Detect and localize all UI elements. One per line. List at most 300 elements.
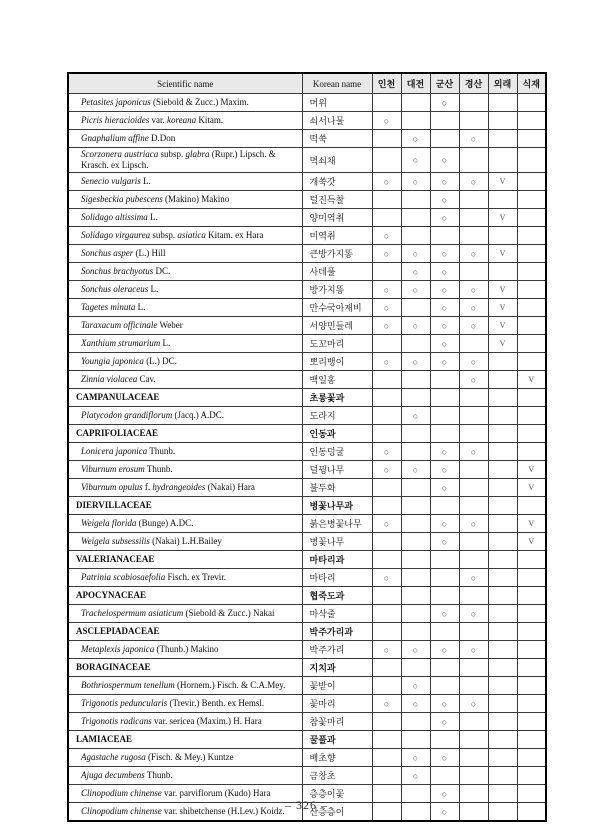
family-row bbox=[68, 587, 546, 605]
empty-cell bbox=[430, 731, 459, 749]
presence-mark: ○ bbox=[401, 353, 430, 371]
scientific-name-cell: Sonchus oleraceus L. bbox=[68, 281, 302, 299]
presence-mark: ○ bbox=[430, 263, 459, 281]
empty-cell bbox=[401, 209, 430, 227]
empty-cell bbox=[372, 605, 401, 623]
table-row bbox=[68, 317, 546, 335]
empty-cell bbox=[517, 245, 546, 263]
korean-name-cell: 인동덩굴 bbox=[302, 443, 372, 461]
empty-cell bbox=[517, 148, 546, 173]
empty-cell bbox=[517, 749, 546, 767]
presence-mark: ○ bbox=[430, 461, 459, 479]
korean-name-cell: 도라지 bbox=[302, 407, 372, 425]
empty-cell bbox=[517, 335, 546, 353]
table-row bbox=[68, 353, 546, 371]
presence-mark: ○ bbox=[401, 130, 430, 148]
empty-cell bbox=[401, 605, 430, 623]
empty-cell bbox=[517, 353, 546, 371]
empty-cell bbox=[488, 443, 517, 461]
empty-cell bbox=[372, 767, 401, 785]
korean-name-cell: 쇠서나물 bbox=[302, 112, 372, 130]
empty-cell bbox=[401, 112, 430, 130]
presence-mark: ○ bbox=[372, 695, 401, 713]
presence-mark: ○ bbox=[401, 695, 430, 713]
scientific-name-cell: Weigela subsessilis (Nakai) L.H.Bailey bbox=[68, 533, 302, 551]
empty-cell bbox=[488, 713, 517, 731]
korean-name-cell: 지치과 bbox=[302, 659, 372, 677]
table-row bbox=[68, 443, 546, 461]
empty-cell bbox=[517, 389, 546, 407]
table-row bbox=[68, 94, 546, 112]
empty-cell bbox=[401, 227, 430, 245]
empty-cell bbox=[372, 731, 401, 749]
empty-cell bbox=[459, 425, 488, 443]
species-distribution-table bbox=[67, 72, 547, 822]
presence-mark: ○ bbox=[459, 173, 488, 191]
scientific-name-cell: Platycodon grandiflorum (Jacq.) A.DC. bbox=[68, 407, 302, 425]
empty-cell bbox=[488, 551, 517, 569]
column-header-planted: 식재 bbox=[517, 73, 546, 94]
scientific-name-cell: Solidago altissima L. bbox=[68, 209, 302, 227]
empty-cell bbox=[459, 677, 488, 695]
empty-cell bbox=[459, 209, 488, 227]
table-row bbox=[68, 605, 546, 623]
korean-name-cell: 산층층이 bbox=[302, 803, 372, 822]
table-row bbox=[68, 245, 546, 263]
empty-cell bbox=[517, 497, 546, 515]
table-row bbox=[68, 209, 546, 227]
family-row bbox=[68, 731, 546, 749]
presence-mark: ○ bbox=[401, 749, 430, 767]
scientific-name-cell: Lonicera japonica Thunb. bbox=[68, 443, 302, 461]
empty-cell bbox=[430, 425, 459, 443]
scientific-name-cell: Weigela florida (Bunge) A.DC. bbox=[68, 515, 302, 533]
table-row bbox=[68, 263, 546, 281]
empty-cell bbox=[401, 569, 430, 587]
presence-mark: ○ bbox=[430, 245, 459, 263]
page-number: – 326 – bbox=[285, 798, 328, 812]
korean-name-cell: 서양민들레 bbox=[302, 317, 372, 335]
empty-cell bbox=[459, 479, 488, 497]
empty-cell bbox=[488, 695, 517, 713]
family-row bbox=[68, 659, 546, 677]
empty-cell bbox=[488, 371, 517, 389]
empty-cell bbox=[430, 551, 459, 569]
korean-name-cell: 협죽도과 bbox=[302, 587, 372, 605]
table-row bbox=[68, 695, 546, 713]
column-header-daejeon: 대전 bbox=[401, 73, 430, 94]
column-header-scientific-name: Scientific name bbox=[68, 73, 302, 94]
empty-cell bbox=[401, 94, 430, 112]
empty-cell bbox=[517, 281, 546, 299]
scientific-name-cell: Clinopodium chinense var. parviflorum (Kudo) Hara bbox=[68, 785, 302, 803]
presence-mark: ○ bbox=[401, 407, 430, 425]
check-mark: V bbox=[517, 515, 546, 533]
empty-cell bbox=[459, 551, 488, 569]
family-name-cell: APOCYNACEAE bbox=[68, 587, 302, 605]
presence-mark: ○ bbox=[459, 299, 488, 317]
scientific-name-cell: Ajuga decumbens Thunb. bbox=[68, 767, 302, 785]
check-mark: V bbox=[517, 371, 546, 389]
presence-mark: ○ bbox=[401, 245, 430, 263]
empty-cell bbox=[430, 371, 459, 389]
scientific-name-cell: Gnaphalium affine D.Don bbox=[68, 130, 302, 148]
presence-mark: ○ bbox=[401, 263, 430, 281]
presence-mark: ○ bbox=[430, 335, 459, 353]
empty-cell bbox=[488, 677, 517, 695]
presence-mark: ○ bbox=[459, 371, 488, 389]
korean-name-cell: 개쑥갓 bbox=[302, 173, 372, 191]
empty-cell bbox=[517, 443, 546, 461]
empty-cell bbox=[401, 713, 430, 731]
scientific-name-cell: Sonchus brachyotus DC. bbox=[68, 263, 302, 281]
empty-cell bbox=[488, 227, 517, 245]
presence-mark: ○ bbox=[459, 317, 488, 335]
table-row bbox=[68, 461, 546, 479]
korean-name-cell: 참꽃마리 bbox=[302, 713, 372, 731]
table-row bbox=[68, 281, 546, 299]
check-mark: V bbox=[488, 317, 517, 335]
korean-name-cell: 큰방가지똥 bbox=[302, 245, 372, 263]
presence-mark: ○ bbox=[372, 112, 401, 130]
empty-cell bbox=[372, 587, 401, 605]
family-name-cell: LAMIACEAE bbox=[68, 731, 302, 749]
scientific-name-cell: Trigonotis peduncularis (Trevir.) Benth. ex Hemsl. bbox=[68, 695, 302, 713]
empty-cell bbox=[488, 533, 517, 551]
empty-cell bbox=[372, 335, 401, 353]
scientific-name-cell: Bothriospermum tenellum (Hornem.) Fisch. & C.A.Mey. bbox=[68, 677, 302, 695]
scientific-name-cell: Viburnum opulus f. hydrangeoides (Nakai) Hara bbox=[68, 479, 302, 497]
korean-name-cell: 마삭줄 bbox=[302, 605, 372, 623]
empty-cell bbox=[459, 191, 488, 209]
korean-name-cell: 박주가리 bbox=[302, 641, 372, 659]
presence-mark: ○ bbox=[372, 461, 401, 479]
scientific-name-cell: Solidago virgaurea subsp. asiatica Kitam. ex Hara bbox=[68, 227, 302, 245]
korean-name-cell: 마타리 bbox=[302, 569, 372, 587]
scientific-name-cell: Clinopodium chinense var. shibetchense (H.Lev.) Koidz. bbox=[68, 803, 302, 822]
empty-cell bbox=[372, 533, 401, 551]
check-mark: V bbox=[488, 281, 517, 299]
column-header-gyeongsan: 경산 bbox=[459, 73, 488, 94]
table-row bbox=[68, 515, 546, 533]
empty-cell bbox=[488, 515, 517, 533]
empty-cell bbox=[372, 623, 401, 641]
presence-mark: ○ bbox=[372, 641, 401, 659]
empty-cell bbox=[488, 112, 517, 130]
presence-mark: ○ bbox=[372, 173, 401, 191]
presence-mark: ○ bbox=[430, 191, 459, 209]
table-row bbox=[68, 407, 546, 425]
empty-cell bbox=[430, 130, 459, 148]
korean-name-cell: 층층이꽃 bbox=[302, 785, 372, 803]
empty-cell bbox=[459, 533, 488, 551]
empty-cell bbox=[372, 148, 401, 173]
empty-cell bbox=[372, 389, 401, 407]
empty-cell bbox=[517, 659, 546, 677]
korean-name-cell: 덜꿩나무 bbox=[302, 461, 372, 479]
empty-cell bbox=[401, 623, 430, 641]
presence-mark: ○ bbox=[459, 130, 488, 148]
table-row bbox=[68, 533, 546, 551]
korean-name-cell: 금창초 bbox=[302, 767, 372, 785]
table-row bbox=[68, 371, 546, 389]
empty-cell bbox=[488, 130, 517, 148]
family-name-cell: DIERVILLACEAE bbox=[68, 497, 302, 515]
empty-cell bbox=[401, 335, 430, 353]
scientific-name-cell: Youngia japonica (L.) DC. bbox=[68, 353, 302, 371]
korean-name-cell: 양미역취 bbox=[302, 209, 372, 227]
empty-cell bbox=[372, 677, 401, 695]
empty-cell bbox=[517, 569, 546, 587]
presence-mark: ○ bbox=[430, 94, 459, 112]
empty-cell bbox=[401, 443, 430, 461]
empty-cell bbox=[459, 407, 488, 425]
scientific-name-cell: Petasites japonicus (Siebold & Zucc.) Maxim. bbox=[68, 94, 302, 112]
table-row bbox=[68, 148, 546, 173]
empty-cell bbox=[517, 425, 546, 443]
empty-cell bbox=[430, 227, 459, 245]
empty-cell bbox=[517, 731, 546, 749]
empty-cell bbox=[517, 641, 546, 659]
check-mark: V bbox=[517, 533, 546, 551]
korean-name-cell: 만수국아재비 bbox=[302, 299, 372, 317]
empty-cell bbox=[401, 731, 430, 749]
empty-cell bbox=[372, 425, 401, 443]
empty-cell bbox=[372, 407, 401, 425]
table-row bbox=[68, 713, 546, 731]
korean-name-cell: 병꽃나무 bbox=[302, 533, 372, 551]
empty-cell bbox=[372, 479, 401, 497]
empty-cell bbox=[517, 94, 546, 112]
table-row bbox=[68, 130, 546, 148]
empty-cell bbox=[517, 209, 546, 227]
empty-cell bbox=[459, 263, 488, 281]
family-row bbox=[68, 623, 546, 641]
presence-mark: ○ bbox=[430, 749, 459, 767]
scientific-name-cell: Sonchus asper (L.) Hill bbox=[68, 245, 302, 263]
empty-cell bbox=[488, 94, 517, 112]
scientific-name-cell: Agastache rugosa (Fisch. & Mey.) Kuntze bbox=[68, 749, 302, 767]
empty-cell bbox=[401, 587, 430, 605]
empty-cell bbox=[488, 659, 517, 677]
presence-mark: ○ bbox=[430, 443, 459, 461]
empty-cell bbox=[488, 425, 517, 443]
korean-name-cell: 도꼬마리 bbox=[302, 335, 372, 353]
family-name-cell: CAPRIFOLIACEAE bbox=[68, 425, 302, 443]
check-mark: V bbox=[488, 209, 517, 227]
empty-cell bbox=[488, 749, 517, 767]
empty-cell bbox=[401, 497, 430, 515]
empty-cell bbox=[401, 533, 430, 551]
empty-cell bbox=[372, 263, 401, 281]
empty-cell bbox=[401, 299, 430, 317]
presence-mark: ○ bbox=[459, 443, 488, 461]
presence-mark: ○ bbox=[372, 245, 401, 263]
korean-name-cell: 멱쇠채 bbox=[302, 148, 372, 173]
empty-cell bbox=[401, 425, 430, 443]
family-name-cell: CAMPANULACEAE bbox=[68, 389, 302, 407]
korean-name-cell: 꽃마리 bbox=[302, 695, 372, 713]
empty-cell bbox=[372, 94, 401, 112]
presence-mark: ○ bbox=[401, 317, 430, 335]
empty-cell bbox=[517, 112, 546, 130]
presence-mark: ○ bbox=[430, 479, 459, 497]
korean-name-cell: 백일홍 bbox=[302, 371, 372, 389]
presence-mark: ○ bbox=[401, 173, 430, 191]
empty-cell bbox=[488, 191, 517, 209]
presence-mark: ○ bbox=[459, 353, 488, 371]
empty-cell bbox=[488, 389, 517, 407]
scientific-name-cell: Taraxacum officinale Weber bbox=[68, 317, 302, 335]
empty-cell bbox=[401, 479, 430, 497]
presence-mark: ○ bbox=[430, 785, 459, 803]
empty-cell bbox=[430, 623, 459, 641]
presence-mark: ○ bbox=[401, 461, 430, 479]
presence-mark: ○ bbox=[459, 569, 488, 587]
scientific-name-cell: Sigesbeckia pubescens (Makino) Makino bbox=[68, 191, 302, 209]
presence-mark: ○ bbox=[372, 317, 401, 335]
presence-mark: ○ bbox=[430, 515, 459, 533]
table-row bbox=[68, 173, 546, 191]
empty-cell bbox=[517, 605, 546, 623]
empty-cell bbox=[517, 191, 546, 209]
korean-name-cell: 박주가리과 bbox=[302, 623, 372, 641]
empty-cell bbox=[488, 479, 517, 497]
table-row bbox=[68, 479, 546, 497]
empty-cell bbox=[459, 227, 488, 245]
empty-cell bbox=[517, 407, 546, 425]
check-mark: V bbox=[488, 245, 517, 263]
empty-cell bbox=[517, 263, 546, 281]
korean-name-cell: 마타리과 bbox=[302, 551, 372, 569]
table-row bbox=[68, 299, 546, 317]
table-row bbox=[68, 767, 546, 785]
empty-cell bbox=[517, 227, 546, 245]
column-header-korean-name: Korean name bbox=[302, 73, 372, 94]
empty-cell bbox=[372, 209, 401, 227]
empty-cell bbox=[488, 407, 517, 425]
table-row bbox=[68, 677, 546, 695]
korean-name-cell: 털진득찰 bbox=[302, 191, 372, 209]
table-row bbox=[68, 191, 546, 209]
scientific-name-cell: Metaplexis japonica (Thunb.) Makino bbox=[68, 641, 302, 659]
empty-cell bbox=[488, 587, 517, 605]
presence-mark: ○ bbox=[459, 641, 488, 659]
check-mark: V bbox=[488, 299, 517, 317]
empty-cell bbox=[517, 677, 546, 695]
korean-name-cell: 사데풀 bbox=[302, 263, 372, 281]
empty-cell bbox=[430, 767, 459, 785]
presence-mark: ○ bbox=[459, 695, 488, 713]
empty-cell bbox=[430, 569, 459, 587]
korean-name-cell: 초롱꽃과 bbox=[302, 389, 372, 407]
presence-mark: ○ bbox=[459, 245, 488, 263]
presence-mark: ○ bbox=[372, 227, 401, 245]
empty-cell bbox=[459, 713, 488, 731]
presence-mark: ○ bbox=[372, 299, 401, 317]
scientific-name-cell: Scorzonera austriaca subsp. glabra (Rupr.) Lipsch. & Krasch. ex Lipsch. bbox=[68, 148, 302, 173]
korean-name-cell: 미역취 bbox=[302, 227, 372, 245]
presence-mark: ○ bbox=[401, 767, 430, 785]
empty-cell bbox=[459, 767, 488, 785]
empty-cell bbox=[459, 497, 488, 515]
empty-cell bbox=[430, 407, 459, 425]
family-row bbox=[68, 497, 546, 515]
empty-cell bbox=[430, 497, 459, 515]
empty-cell bbox=[459, 148, 488, 173]
empty-cell bbox=[517, 713, 546, 731]
empty-cell bbox=[488, 605, 517, 623]
presence-mark: ○ bbox=[430, 299, 459, 317]
presence-mark: ○ bbox=[430, 209, 459, 227]
empty-cell bbox=[488, 263, 517, 281]
empty-cell bbox=[488, 353, 517, 371]
family-name-cell: ASCLEPIADACEAE bbox=[68, 623, 302, 641]
empty-cell bbox=[372, 551, 401, 569]
presence-mark: ○ bbox=[372, 569, 401, 587]
empty-cell bbox=[459, 389, 488, 407]
korean-name-cell: 병꽃나무과 bbox=[302, 497, 372, 515]
empty-cell bbox=[517, 173, 546, 191]
empty-cell bbox=[488, 641, 517, 659]
family-row bbox=[68, 551, 546, 569]
presence-mark: ○ bbox=[430, 317, 459, 335]
empty-cell bbox=[401, 551, 430, 569]
presence-mark: ○ bbox=[430, 148, 459, 173]
presence-mark: ○ bbox=[430, 353, 459, 371]
column-header-incheon: 인천 bbox=[372, 73, 401, 94]
empty-cell bbox=[517, 299, 546, 317]
empty-cell bbox=[430, 112, 459, 130]
presence-mark: ○ bbox=[372, 281, 401, 299]
korean-name-cell: 꽃받이 bbox=[302, 677, 372, 695]
korean-name-cell: 붉은병꽃나무 bbox=[302, 515, 372, 533]
presence-mark: ○ bbox=[372, 515, 401, 533]
empty-cell bbox=[459, 731, 488, 749]
table-row bbox=[68, 227, 546, 245]
table-row bbox=[68, 749, 546, 767]
empty-cell bbox=[488, 148, 517, 173]
presence-mark: ○ bbox=[459, 515, 488, 533]
empty-cell bbox=[372, 191, 401, 209]
korean-name-cell: 불두화 bbox=[302, 479, 372, 497]
presence-mark: ○ bbox=[430, 173, 459, 191]
empty-cell bbox=[401, 371, 430, 389]
empty-cell bbox=[517, 317, 546, 335]
empty-cell bbox=[372, 371, 401, 389]
empty-cell bbox=[430, 659, 459, 677]
family-row bbox=[68, 425, 546, 443]
scientific-name-cell: Tagetes minuta L. bbox=[68, 299, 302, 317]
empty-cell bbox=[517, 623, 546, 641]
empty-cell bbox=[430, 587, 459, 605]
presence-mark: ○ bbox=[430, 641, 459, 659]
column-header-introduced: 외래 bbox=[488, 73, 517, 94]
empty-cell bbox=[430, 389, 459, 407]
empty-cell bbox=[488, 569, 517, 587]
table-row bbox=[68, 335, 546, 353]
table-row bbox=[68, 641, 546, 659]
empty-cell bbox=[372, 659, 401, 677]
empty-cell bbox=[517, 130, 546, 148]
korean-name-cell: 떡쑥 bbox=[302, 130, 372, 148]
presence-mark: ○ bbox=[401, 677, 430, 695]
empty-cell bbox=[401, 515, 430, 533]
presence-mark: ○ bbox=[430, 713, 459, 731]
presence-mark: ○ bbox=[459, 605, 488, 623]
korean-name-cell: 머위 bbox=[302, 94, 372, 112]
family-name-cell: VALERIANACEAE bbox=[68, 551, 302, 569]
